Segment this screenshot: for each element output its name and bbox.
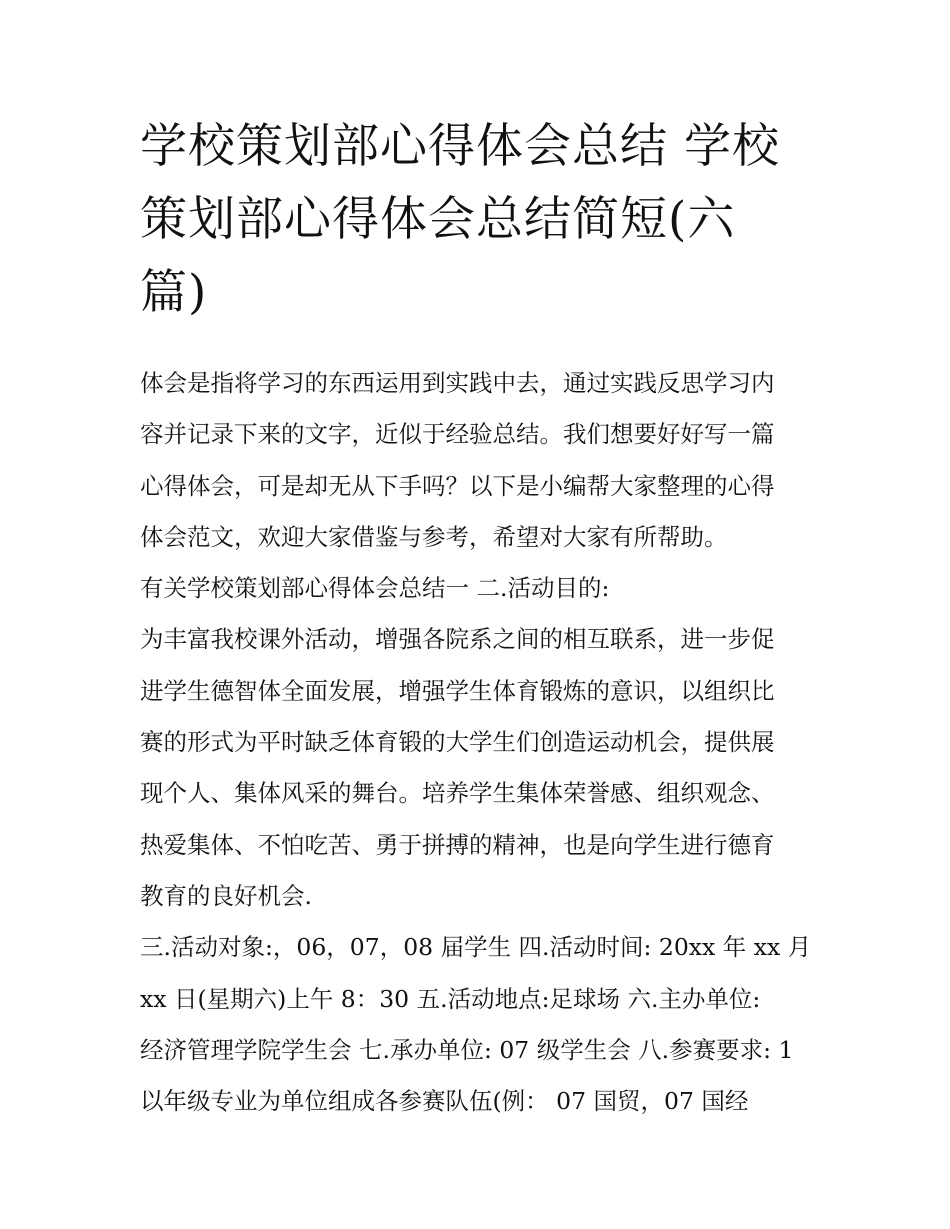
body-line: 进学生德智体全面发展，增强学生体育锻炼的意识，以组织比	[140, 676, 775, 705]
body-line: 热爱集体、不怕吃苦、勇于拼搏的精神，也是向学生进行德育	[140, 830, 775, 859]
body-line: 现个人、集体风采的舞台。培养学生集体荣誉感、组织观念、	[140, 779, 775, 808]
document-body	[140, 358, 820, 1127]
body-line: 容并记录下来的文字，近似于经验总结。我们想要好好写一篇	[140, 420, 775, 449]
title-line: 学校策划部心得体会总结 学校	[140, 119, 780, 174]
body-line: 教育的良好机会.	[140, 881, 312, 910]
body-line: 赛的形式为平时缺乏体育锻的大学生们创造运动机会，提供展	[140, 728, 775, 757]
body-line: xx 日(星期六)上午 8：30 五.活动地点:足球场 六.主办单位:	[140, 984, 761, 1013]
title-line: 篇)	[140, 265, 208, 320]
title-line: 策划部心得体会总结简短(六	[140, 192, 736, 247]
document-title	[140, 110, 820, 329]
body-line: 有关学校策划部心得体会总结一 二.活动目的:	[140, 574, 610, 603]
body-line: 体会是指将学习的东西运用到实践中去，通过实践反思学习内	[140, 369, 775, 397]
body-line: 三.活动对象:，06，07，08 届学生 四.活动时间: 20xx 年 xx 月	[140, 933, 812, 962]
body-line: 心得体会，可是却无从下手吗？以下是小编帮大家整理的心得	[140, 471, 775, 500]
body-line: 体会范文，欢迎大家借鉴与参考，希望对大家有所帮助。	[140, 522, 728, 551]
body-line: 以年级专业为单位组成各参赛队伍(例： 07 国贸，07 国经	[140, 1087, 749, 1116]
body-line: 为丰富我校课外活动，增强各院系之间的相互联系，进一步促	[140, 625, 775, 654]
body-line: 经济管理学院学生会 七.承办单位: 07 级学生会 八.参赛要求: 1	[140, 1035, 794, 1064]
